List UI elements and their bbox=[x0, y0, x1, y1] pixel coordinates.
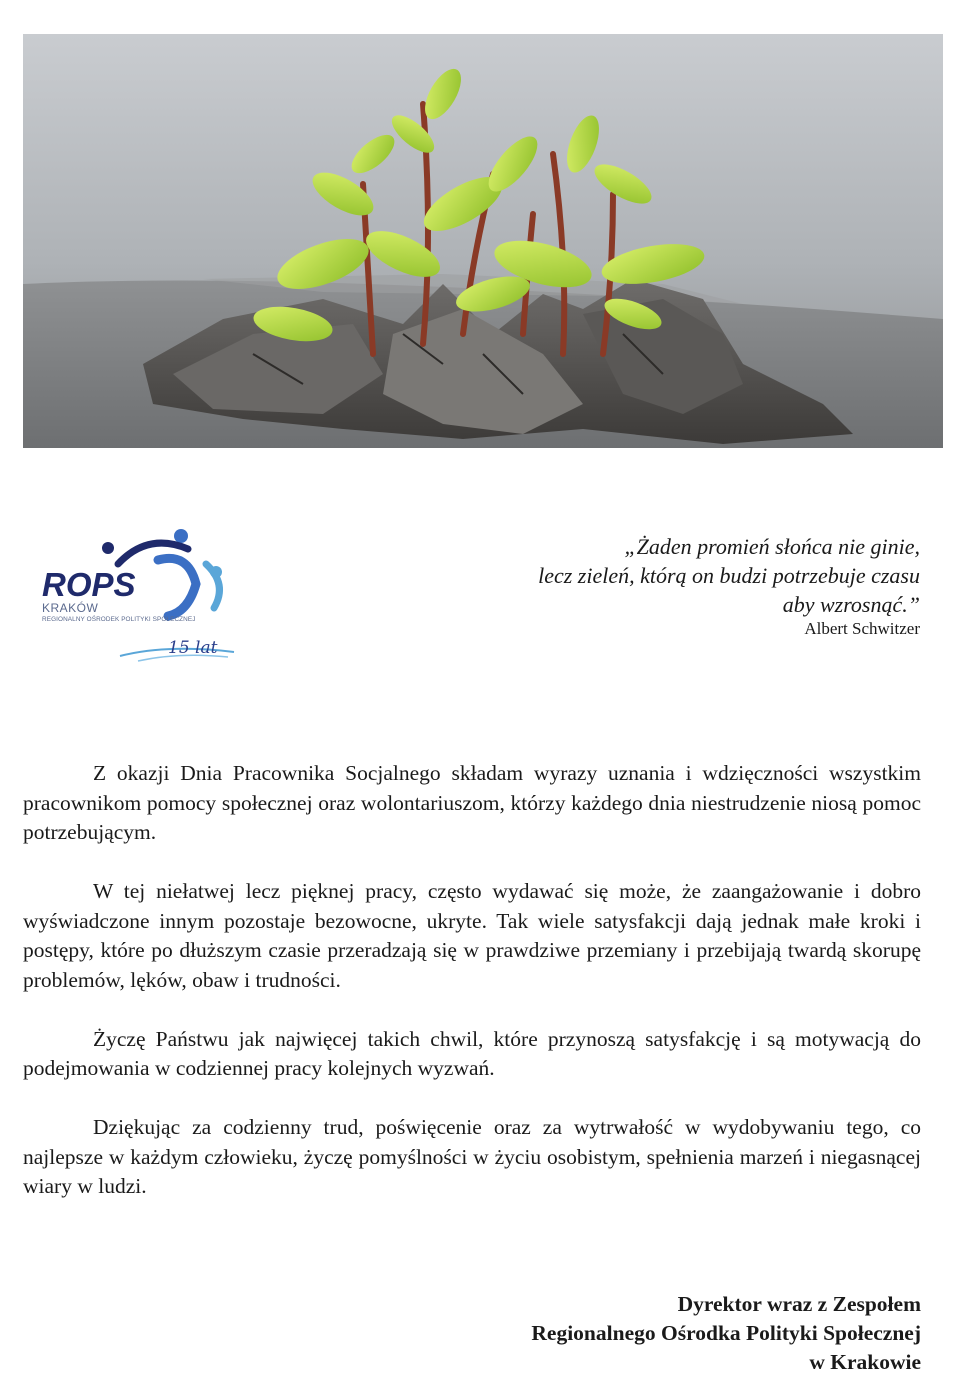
signature bbox=[321, 1290, 921, 1377]
quote-line: „Żaden promień słońca nie ginie, bbox=[624, 534, 920, 559]
rops-logo bbox=[38, 524, 238, 664]
signature-line: Regionalnego Ośrodka Polityki Społecznej bbox=[531, 1321, 921, 1345]
hero-image bbox=[23, 34, 943, 448]
logo-city: KRAKÓW bbox=[42, 601, 99, 615]
quote-line: lecz zieleń, którą on budzi potrzebuje czasu bbox=[538, 563, 920, 588]
paragraph: Z okazji Dnia Pracownika Socjalnego składam wyrazy uznania i wdzięczności wszystkim pracownikom pomocy społecznej oraz wolontariuszom, którzy każdego dnia niestrudzenie niosą pomoc potrzebującym. bbox=[23, 761, 921, 844]
paragraph: W tej niełatwej lecz pięknej pracy, często wydawać się może, że zaangażowanie i dobro wyświadczone innym pozostaje bezowocne, ukryte. Tak wiele satysfakcji dają jednak małe kroki i postępy, które po dłuższym czasie przeradzają się w prawdziwe przemiany i przebijają twardą skorupę problemów, lęków, obaw i trudności. bbox=[23, 879, 921, 992]
signature-line: w Krakowie bbox=[809, 1350, 921, 1374]
logo-anniversary: 15 lat bbox=[168, 638, 218, 658]
letter-body bbox=[23, 759, 921, 1231]
paragraph: Życzę Państwu jak najwięcej takich chwil, które przynoszą satysfakcję i są motywacją do podejmowania w codziennej pracy kolejnych wyzwań. bbox=[23, 1026, 921, 1080]
quote-line: aby wzrosnąć.” bbox=[782, 592, 920, 617]
logo-name: ROPS bbox=[42, 566, 136, 603]
plant-sprouting-from-asphalt-photo bbox=[23, 34, 943, 448]
paragraph: Dziękując za codzienny trud, poświęcenie oraz za wytrwałość w wydobywaniu tego, co najlepsze w każdym człowieku, życzę pomyślności w życiu osobistym, spełnienia marzeń i niegasnącej wiary w ludzi. bbox=[23, 1115, 921, 1198]
quote bbox=[360, 532, 920, 619]
signature-line: Dyrektor wraz z Zespołem bbox=[677, 1292, 921, 1316]
logo-subtitle: REGIONALNY OŚRODEK POLITYKI SPOŁECZNEJ bbox=[42, 616, 196, 623]
quote-author: Albert Schwitzer bbox=[804, 619, 920, 638]
